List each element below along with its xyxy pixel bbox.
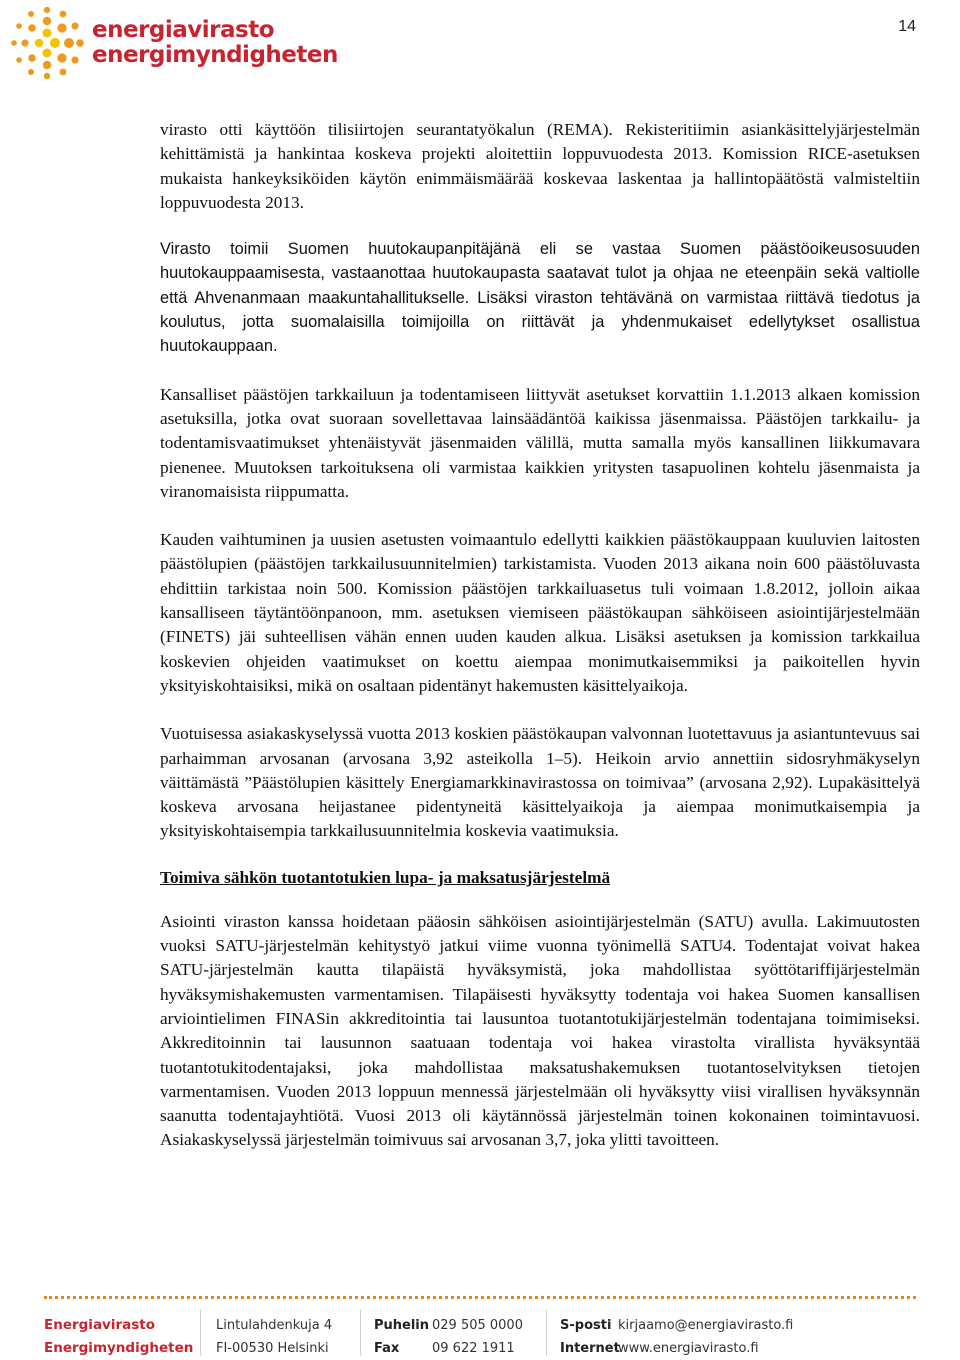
page-number: 14	[898, 18, 916, 35]
email-link[interactable]: kirjaamo@energiavirasto.fi	[618, 1318, 794, 1333]
footer-separator	[546, 1310, 547, 1356]
paragraph-6: Asiointi viraston kanssa hoidetaan pääosin sähköisen asiointijärjestelmän (SATU) avulla. Lakimuutosten vuoksi SATU-järjestelmän kehitystyö jatkui viime vuonna työnimellä SATU4. Todentajat voivat hakea SATU-järjestelmän kautta tilapäistä hyväksymistä, joka mahdollistaa syöttötariffijärjestelmän hyväksymishakemusten varmentamisen. Tilapäisesti hyväksytty todentaja voi hakea Suomen kansallisen arviointielimen FINASin akkreditointia tai lausuntoa tuotantotukijärjestelmän todentajana toimimiseksi. Akkreditoinnin tai lausunnon saatuaan todentaja voi hakea virastolta virallista hyväksyntää tuotantotukitodentajaksi, joka mahdollistaa maksatushakemuksen tuotantoselvityksen tietojen varmentamisen. Vuoden 2013 loppuun mennessä järjestelmään oli hyväksytty viisi virallisen hyväksynnän saanutta todentajayhtiötä. Vuosi 2013 oli käytännössä järjestelmän toinen kokonainen toimintavuosi. Asiakaskyselyssä järjestelmän toimivuus sai arvosanan 3,7, joka ylitti tavoitteen.	[160, 911, 920, 1150]
footer-phone-fax	[374, 1314, 523, 1360]
footer-separator	[360, 1310, 361, 1356]
email-label: S-posti	[560, 1318, 612, 1333]
footer-brand-line-2: Energimyndigheten	[44, 1340, 194, 1356]
phone-value[interactable]: 029 505 0000	[432, 1318, 523, 1333]
logo-line-2: energimyndigheten	[92, 42, 338, 68]
paragraph-3: Kansalliset päästöjen tarkkailuun ja todentamiseen liittyvät asetukset korvattiin 1.1.2013 alkaen komission asetuksilla, jotka ovat suoraan sovellettavaa lainsäädäntöä kaikissa jäsenmaissa. Päästöjen tarkkailu- ja todentamisvaatimukset yhtenäistyvät jäsenmaiden välillä, mutta samalla myös kansallinen liikkumavara pienenee. Muutoksen tarkoituksena oli varmistaa kaikkien yritysten tasapuolinen kohtelu jäsenmaista ja viranomaisista riippumatta.	[160, 384, 920, 501]
paragraph-1: virasto otti käyttöön tilisiirtojen seurantatyökalun (REMA). Rekisteritiimin asiankäsittelyjärjestelmän kehittämistä ja hankintaa koskeva projekti aloitettiin loppuvuodesta 2013. Komission RICE-asetuksen mukaista hankeyksiköiden käytön enimmäismäärää koskevaa laskentaa ja hallintopäätöstä valmisteltiin loppuvuodesta 2013.	[160, 120, 920, 212]
paragraph-4: Kauden vaihtuminen ja uusien asetusten voimaantulo edellytti kaikkien päästökauppaan kuuluvien laitosten päästölupien (päästöjen tarkkailusuunnitelmien) tarkistamista. Vuoden 2013 aikana noin 600 päästöluvasta ehdittiin tarkistaa noin 500. Komission päästöjen tarkkailuasetus tuli voimaan 1.8.2012, jolloin aikaa kansalliseen täytäntöönpanoon, mm. asetuksen viemiseen päästökaupan sähköiseen asiointijärjestelmään (FINETS) jäi suhteellisen vähän ennen uuden kauden alkua. Lisäksi asetuksen ja komission tarkkailua koskevien ohjeiden vaatimukset on koettu aiempaa monimutkaisemmiksi ja paikoitellen hyvin yksityiskohtaisiksi, mikä on osaltaan pidentänyt hakemusten käsittelyaikoja.	[160, 530, 920, 695]
footer-address-line-1: Lintulahdenkuja 4	[216, 1318, 333, 1333]
web-link[interactable]: www.energiavirasto.fi	[618, 1341, 759, 1356]
energiavirasto-logo	[8, 4, 338, 82]
web-label: Internet	[560, 1341, 620, 1356]
sunburst-icon	[8, 4, 86, 82]
page-footer	[0, 1296, 960, 1360]
footer-divider	[44, 1296, 916, 1299]
phone-label: Puhelin	[374, 1318, 430, 1333]
fax-value: 09 622 1911	[432, 1341, 515, 1356]
footer-contact	[560, 1314, 793, 1360]
section-heading: Toimiva sähkön tuotantotukien lupa- ja maksatusjärjestelmä	[160, 867, 611, 887]
footer-address-line-2: FI-00530 Helsinki	[216, 1341, 329, 1356]
footer-brand-line-1: Energiavirasto	[44, 1317, 156, 1333]
fax-label: Fax	[374, 1341, 400, 1356]
footer-separator	[200, 1310, 201, 1356]
footer-brand	[44, 1314, 193, 1360]
footer-address	[216, 1314, 332, 1360]
paragraph-5: Vuotuisessa asiakaskyselyssä vuotta 2013 koskien päästökaupan valvonnan luotettavuus ja asiantuntevuus sai parhaimman arvosanan (arvosana 3,92 asteikolla 1–5). Heikoin arvio annettiin sidosryhmäkyselyn väittämästä ”Päästölupien käsittely Energiamarkkinavirastossa on toimivaa” (arvosana 2,92). Lupakäsittelyä koskeva arvosana heijastanee pidentyneitä käsittelyaikoja ja aiempaa monimutkaisempia ja yksityiskohtaisempia tarkkailusuunnitelmia koskevia vaatimuksia.	[160, 724, 920, 841]
logo-line-1: energiavirasto	[92, 17, 275, 43]
paragraph-2: Virasto toimii Suomen huutokaupanpitäjänä eli se vastaa Suomen päästöoikeusosuuden huutokauppaamisesta, vastaanottaa huutokaupasta saatavat tulot ja ohjaa ne eteenpäin sekä valtiolle että Ahvenanmaan maakuntahallitukselle. Lisäksi viraston tehtävänä on varmistaa riittävä tiedotus ja koulutus, jotta suomalaisilla toimijoilla on riittävät ja yhdenmukaiset edellytykset osallistua huutokauppaan.	[160, 240, 920, 356]
document-body	[160, 118, 920, 1177]
